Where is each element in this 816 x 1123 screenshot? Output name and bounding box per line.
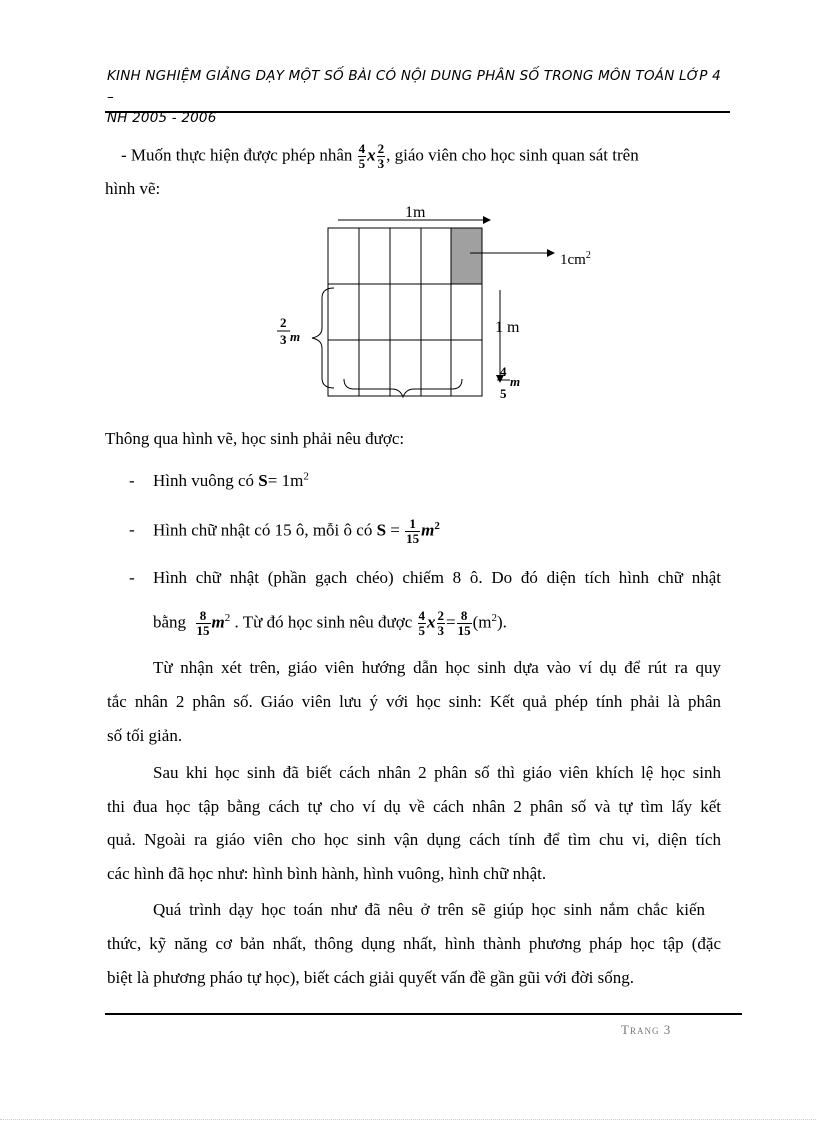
para-2-line-3: quả. Ngoài ra giáo viên cho học sinh vận dụng cách tính để tìm chu vi, diện tích	[107, 830, 721, 849]
fraction-4-5: $\frac{4}{5}$	[358, 141, 366, 171]
para-3-line-3: biệt là phương pháo tự học), biết cách giải quyết vấn đề gần gũi với đời sống.	[107, 968, 634, 987]
bullet-3-line-2: bằng $\frac{8}{15}$ $m^2$ . Từ đó học sinh nêu được $\frac{4}{5}$ x $\frac{2}{3}$ = $\frac{8}{15}$ $(m^2)$.	[153, 608, 507, 638]
area-diagram	[260, 196, 591, 408]
para-1-line-1: Từ nhận xét trên, giáo viên hướng dẫn học sinh dựa vào ví dụ để rút ra quy	[153, 658, 721, 677]
para-3-line-2: thức, kỹ năng cơ bản nhất, thông dụng nhất, hình thành phương pháp học tập (đặc	[107, 934, 721, 953]
bullet-3-line-1: - Hình chữ nhật (phần gạch chéo) chiếm 8 ô. Do đó diện tích hình chữ nhật	[129, 568, 721, 587]
running-header	[107, 66, 727, 129]
para-2-line-2: thi đua học tập bằng cách tự cho ví dụ về cách nhân 2 phân số và tự tìm lấy kết	[107, 797, 721, 816]
shaded-cell	[451, 228, 482, 284]
para-3-line-1: Quá trình dạy học toán như đã nêu ở trên sẽ giúp học sinh nắm chắc kiến	[153, 900, 705, 919]
left-brace	[312, 288, 334, 388]
fraction-1-15: $\frac{1}{15}$	[406, 516, 420, 546]
lead-text: Thông qua hình vẽ, học sinh phải nêu được:	[105, 429, 405, 448]
bottom-frac-num: 4	[500, 364, 507, 379]
header-line-2: NH 2005 - 2006	[107, 110, 217, 126]
para-2-line-4: các hình đã học như: hình bình hành, hình vuông, hình chữ nhật.	[107, 864, 547, 883]
para-2-line-1: Sau khi học sinh đã biết cách nhân 2 phân số thì giáo viên khích lệ học sinh	[153, 763, 721, 782]
fraction-8-15: $\frac{8}{15}$	[196, 608, 210, 638]
footer-rule	[105, 1013, 742, 1015]
left-frac-unit: m	[290, 329, 301, 344]
intro-line-2: hình vẽ:	[105, 179, 161, 198]
fraction-2-3: $\frac{2}{3}$	[377, 141, 385, 171]
side-label: 1 m	[495, 319, 520, 336]
cell-label: $1cm^2$	[560, 250, 591, 268]
para-1-line-2: tắc nhân 2 phân số. Giáo viên lưu ý với học sinh: Kết quả phép tính phải là phân	[107, 692, 721, 711]
bullet-1: - Hình vuông có $S= 1m^2$	[129, 470, 309, 490]
left-frac-den: 3	[280, 332, 287, 347]
bullet-2: - Hình chữ nhật có 15 ô, mỗi ô có S = $\frac{1}{15}$ $m^2$	[129, 516, 440, 546]
page-number: Trang 3	[621, 1022, 672, 1037]
fraction-4-5-b: $\frac{4}{5}$	[418, 608, 426, 638]
bottom-frac-den: 5	[500, 386, 507, 401]
header-line-1: KINH NGHIỆM GIẢNG DẠY MỘT SỐ BÀI CÓ NỘI DUNG PHÂN SỐ TRONG MÔN TOÁN LỚP 4 –	[107, 68, 721, 105]
left-frac-num: 2	[280, 315, 287, 330]
header-rule	[105, 111, 730, 113]
fraction-8-15-b: $\frac{8}{15}$	[457, 608, 471, 638]
top-label: 1m	[405, 204, 426, 221]
para-1-line-3: số tối giản.	[107, 726, 183, 745]
bottom-brace	[344, 379, 462, 397]
fraction-2-3-b: $\frac{2}{3}$	[437, 608, 445, 638]
intro-line: - Muốn thực hiện được phép nhân $\frac{4}{5}$ x $\frac{2}{3}$ , giáo viên cho học sinh quan sát trên	[121, 141, 639, 171]
bottom-frac-unit: m	[510, 374, 521, 389]
page-bottom-edge	[0, 1119, 816, 1120]
